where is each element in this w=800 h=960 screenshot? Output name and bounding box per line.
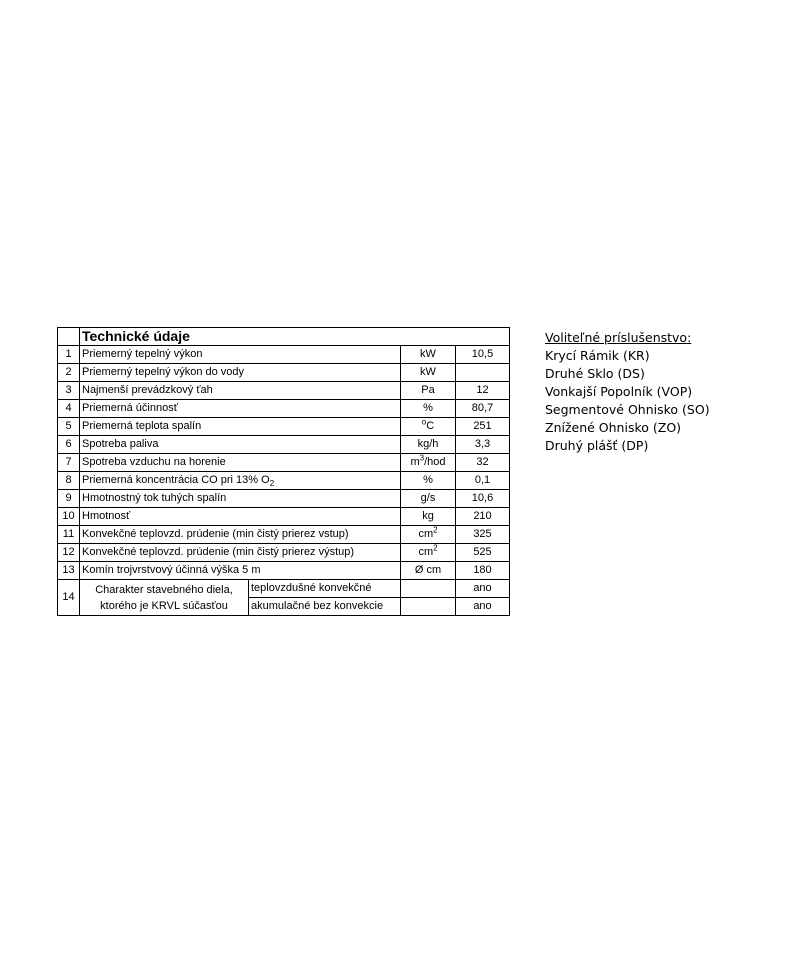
row-unit: kg/h xyxy=(401,436,456,454)
technical-data-table xyxy=(57,327,510,616)
row-value: 12 xyxy=(456,382,510,400)
row-unit: kg xyxy=(401,508,456,526)
row-unit xyxy=(401,544,456,562)
row-unit xyxy=(401,454,456,472)
table-row xyxy=(58,472,510,490)
row-label: Konvekčné teplovzd. prúdenie (min čistý prierez vstup) xyxy=(80,526,401,544)
row-sublabel: akumulačné bez konvekcie xyxy=(249,598,401,616)
unit-text: cm xyxy=(418,528,434,540)
row-label: Hmotnosť xyxy=(80,508,401,526)
unit-text: cm xyxy=(418,546,434,558)
table-row xyxy=(58,436,510,454)
row-value: 325 xyxy=(456,526,510,544)
row-number: 3 xyxy=(58,382,80,400)
row-unit: % xyxy=(401,472,456,490)
table-row xyxy=(58,364,510,382)
row-label xyxy=(80,472,401,490)
row-value xyxy=(456,364,510,382)
table-row xyxy=(58,454,510,472)
row-value: ano xyxy=(456,580,510,598)
degree-sign: o xyxy=(421,417,427,427)
label-text: Priemerná koncentrácia CO pri 13% O xyxy=(82,474,270,486)
row-unit xyxy=(401,580,456,598)
row-label: Spotreba paliva xyxy=(80,436,401,454)
unit-base: m xyxy=(410,456,420,468)
table-row xyxy=(58,382,510,400)
row-number: 6 xyxy=(58,436,80,454)
row-label: Komín trojvrstvový účinná výška 5 m xyxy=(80,562,401,580)
accessories-heading: Voliteľné príslušenstvo: xyxy=(545,330,692,345)
unit-text: /hod xyxy=(424,456,446,468)
table-row xyxy=(58,508,510,526)
row-value: 3,3 xyxy=(456,436,510,454)
row-label: Najmenší prevádzkový ťah xyxy=(80,382,401,400)
row-number: 5 xyxy=(58,418,80,436)
row-unit: % xyxy=(401,400,456,418)
row-number: 2 xyxy=(58,364,80,382)
row-label: Priemerná teplota spalín xyxy=(80,418,401,436)
row-number: 10 xyxy=(58,508,80,526)
accessory-item: Vonkajší Popolník (VOP) xyxy=(545,384,693,399)
accessory-item: Segmentové Ohnisko (SO) xyxy=(545,402,710,417)
unit-exponent: 3 xyxy=(419,453,425,463)
table-row xyxy=(58,418,510,436)
row-value: ano xyxy=(456,598,510,616)
row-label: Priemerná účinnosť xyxy=(80,400,401,418)
row-sublabel: teplovzdušné konvekčné xyxy=(249,580,401,598)
accessory-item: Znížené Ohnisko (ZO) xyxy=(545,420,682,435)
row-value: 525 xyxy=(456,544,510,562)
table-row xyxy=(58,490,510,508)
row-number: 12 xyxy=(58,544,80,562)
row-unit: kW xyxy=(401,364,456,382)
row-value: 10,6 xyxy=(456,490,510,508)
row-value: 10,5 xyxy=(456,346,510,364)
row-value: 210 xyxy=(456,508,510,526)
row-number: 9 xyxy=(58,490,80,508)
table-row xyxy=(58,580,510,598)
table-title: Technické údaje xyxy=(80,328,510,346)
row-number: 11 xyxy=(58,526,80,544)
table-corner-cell xyxy=(58,328,80,346)
row-number: 8 xyxy=(58,472,80,490)
table-row xyxy=(58,544,510,562)
row-value: 80,7 xyxy=(456,400,510,418)
accessory-item: Druhé Sklo (DS) xyxy=(545,366,645,381)
row-unit: Ø cm xyxy=(401,562,456,580)
row-value: 0,1 xyxy=(456,472,510,490)
table-row xyxy=(58,400,510,418)
row-unit: kW xyxy=(401,346,456,364)
table-row xyxy=(58,346,510,364)
table-title-row xyxy=(58,328,510,346)
row-label: Priemerný tepelný výkon xyxy=(80,346,401,364)
row-unit xyxy=(401,526,456,544)
accessory-item: Krycí Rámik (KR) xyxy=(545,348,650,363)
row-label: Priemerný tepelný výkon do vody xyxy=(80,364,401,382)
row-number: 13 xyxy=(58,562,80,580)
row-label: Konvekčné teplovzd. prúdenie (min čistý prierez výstup) xyxy=(80,544,401,562)
unit-exponent: 2 xyxy=(433,543,438,553)
row-unit xyxy=(401,418,456,436)
row-number: 1 xyxy=(58,346,80,364)
label-subscript: 2 xyxy=(269,479,275,489)
row-number: 7 xyxy=(58,454,80,472)
row-unit xyxy=(401,598,456,616)
row-label xyxy=(80,580,249,616)
row-label: Spotreba vzduchu na horenie xyxy=(80,454,401,472)
row-value: 251 xyxy=(456,418,510,436)
row-label-line: ktorého je KRVL súčasťou xyxy=(100,599,228,612)
row-value: 180 xyxy=(456,562,510,580)
unit-exponent: 2 xyxy=(433,525,438,535)
row-label-line: Charakter stavebného diela, xyxy=(95,583,233,596)
accessories-list xyxy=(545,329,710,455)
row-number: 4 xyxy=(58,400,80,418)
accessory-item: Druhý plášť (DP) xyxy=(545,438,649,453)
row-unit: Pa xyxy=(401,382,456,400)
row-label: Hmotnostný tok tuhých spalín xyxy=(80,490,401,508)
row-number: 14 xyxy=(58,580,80,616)
table-row xyxy=(58,526,510,544)
table-row xyxy=(58,562,510,580)
row-unit: g/s xyxy=(401,490,456,508)
unit-text: C xyxy=(426,420,435,432)
row-value: 32 xyxy=(456,454,510,472)
